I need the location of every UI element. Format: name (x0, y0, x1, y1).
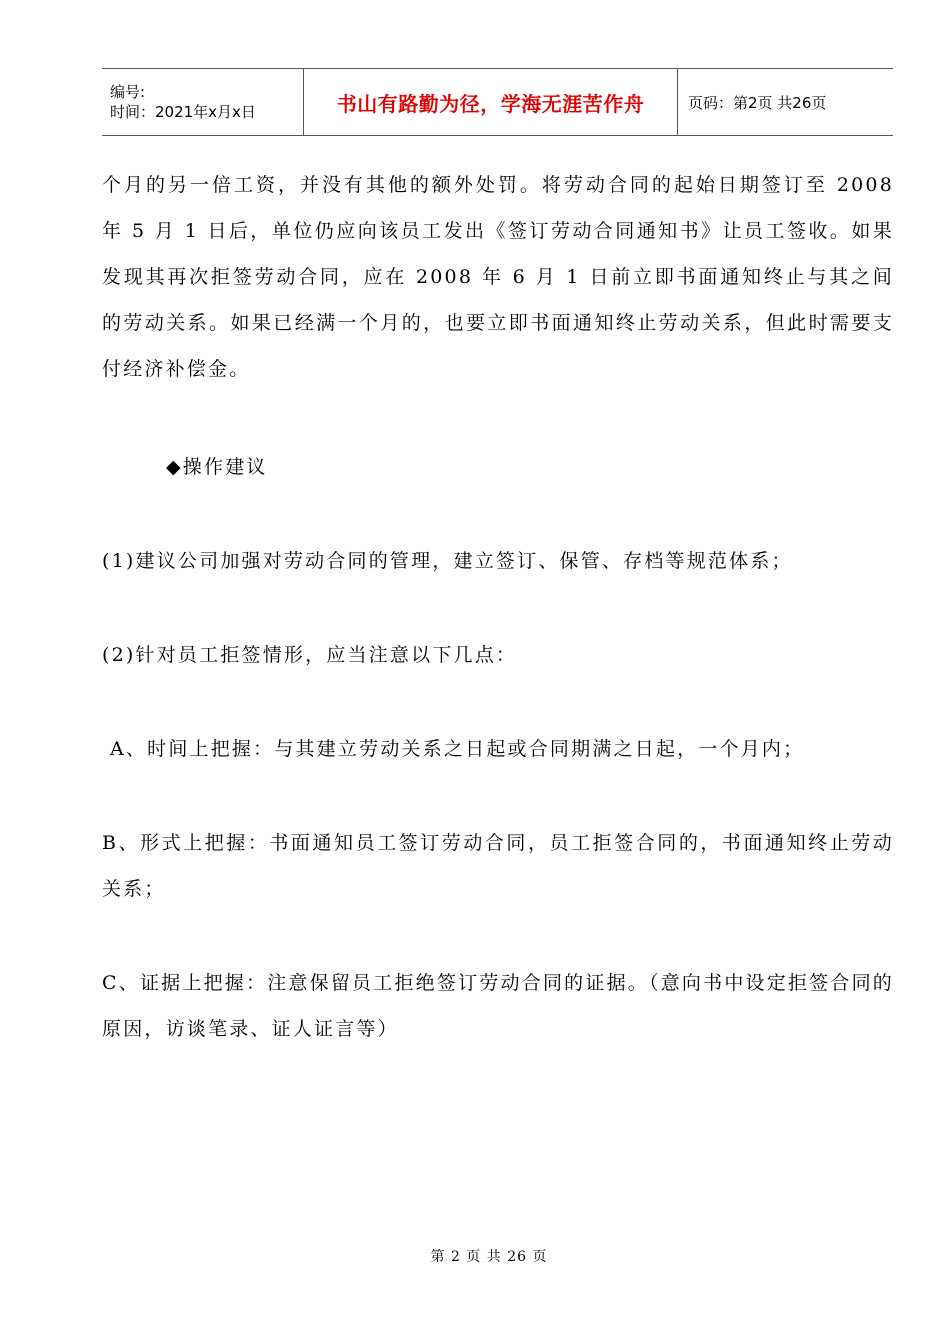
header-page-info (678, 69, 893, 135)
document-body (102, 162, 894, 1052)
document-date-label: 时间：2021年x月x日 (110, 103, 256, 121)
list-item-1: (1)建议公司加强对劳动合同的管理，建立签订、保管、存档等规范体系； (102, 550, 793, 572)
header-motto (304, 69, 678, 135)
page-header (102, 68, 893, 136)
list-item-b: B、形式上把握：书面通知员工签订劳动合同，员工拒签合同的，书面通知终止劳动关系； (102, 832, 894, 900)
list-item-c: C、证据上把握：注意保留员工拒绝签订劳动合同的证据。（意向书中设定拒签合同的原因，访谈笔录、证人证言等） (102, 972, 894, 1040)
page-footer: 第 2 页 共 26 页 (430, 1249, 548, 1265)
section-heading: ◆操作建议 (166, 456, 268, 478)
header-meta (102, 69, 304, 135)
list-item-a: A、时间上把握：与其建立劳动关系之日起或合同期满之日起，一个月内； (110, 738, 805, 760)
document-number-label: 编号: (110, 83, 146, 101)
list-item-2: (2)针对员工拒签情形，应当注意以下几点： (102, 644, 518, 666)
header-page-number: 页码：第2页 共26页 (688, 93, 827, 112)
motto-text: 书山有路勤为径，学海无涯苦作舟 (336, 91, 645, 116)
paragraph-continuation: 个月的另一倍工资，并没有其他的额外处罚。将劳动合同的起始日期签订至 2008 年 5 月 1 日后，单位仍应向该员工发出《签订劳动合同通知书》让员工签收。如果发现其再次拒签劳动合同，应在 2008 年 6 月 1 日前立即书面通知终止与其之间的劳动关系。如果已经满一个月的，也要立即书面通知终止劳动关系，但此时需要支付经济补偿金。 (102, 174, 894, 380)
